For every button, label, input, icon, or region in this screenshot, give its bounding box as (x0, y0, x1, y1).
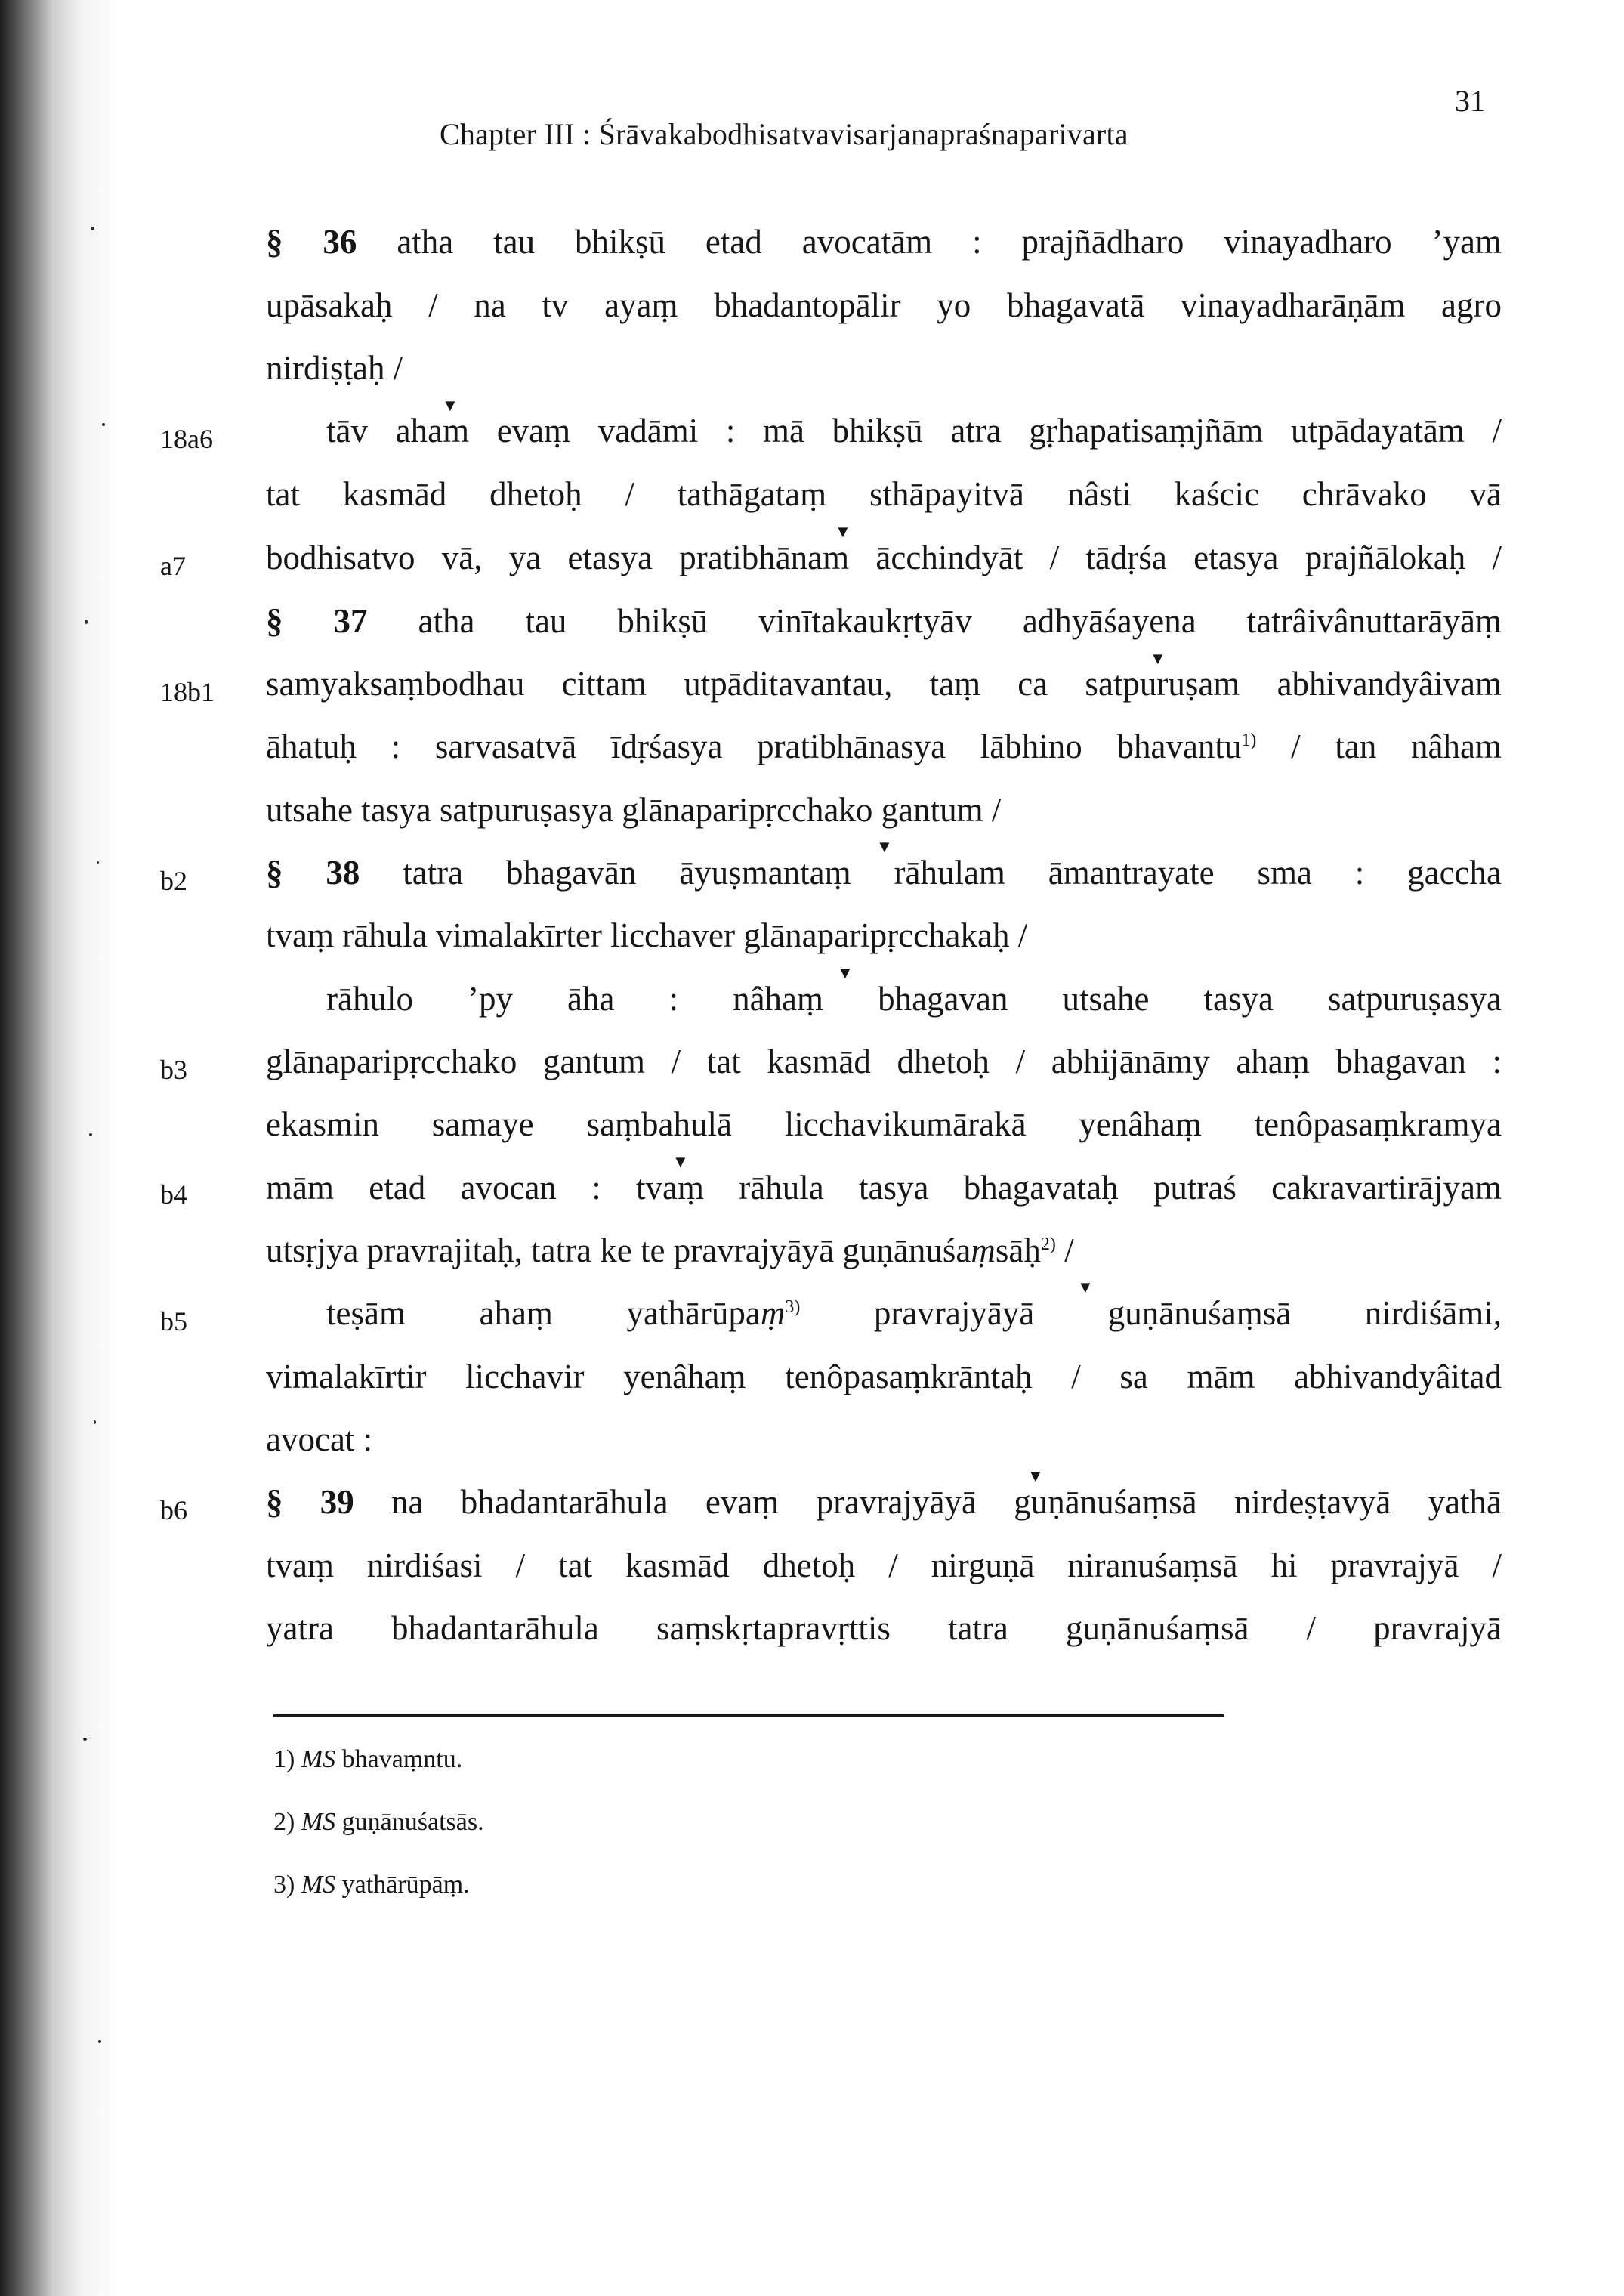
body-line (266, 604, 1502, 638)
line-text: pravrajyāyā guṇānuśaṃsā nirdiśāmi, (800, 1294, 1502, 1332)
body-line (266, 1420, 373, 1458)
scan-speck (83, 1738, 87, 1741)
body-line (266, 477, 1502, 511)
editorial-tick-mark: ▼ (1150, 649, 1166, 668)
footnote-text: bhavaṃntu. (341, 1745, 463, 1773)
margin-ref: b6 (160, 1495, 187, 1525)
body-line (266, 916, 1028, 954)
editorial-tick-mark: ▼ (1027, 1466, 1044, 1485)
line-text: / tan nâham (1256, 728, 1502, 765)
binding-shadow (0, 0, 128, 2296)
section-number: § 38 (266, 854, 360, 892)
scan-speck (91, 227, 94, 230)
line-text: avocat : (266, 1420, 373, 1458)
footnote-text: yathārūpāṃ. (341, 1871, 470, 1899)
scan-speck (89, 1133, 92, 1136)
footnote-marker: 1) (1241, 731, 1257, 750)
body-line (266, 1549, 1502, 1583)
body-line (266, 1609, 1502, 1647)
footnote-number: 3) (273, 1871, 295, 1899)
line-text: mām etad avocan : tvaṃ rāhula tasya bhagavataḥ putraś cakravartirājyam (266, 1169, 1502, 1207)
scan-speck (98, 2040, 101, 2043)
line-text: utsṛjya pravrajitaḥ, tatra ke te pravrajyāyā guṇānuśa (266, 1231, 971, 1269)
margin-ref: b5 (160, 1306, 187, 1337)
line-text: samyaksaṃbodhau cittam utpāditavantau, taṃ ca satpuruṣam abhivandyâivam (266, 665, 1502, 703)
editorial-tick-mark: ▼ (442, 396, 458, 415)
italic-letter: ṃ (760, 1294, 786, 1332)
editorial-tick-mark: ▼ (835, 522, 851, 541)
editorial-tick-mark: ▼ (1077, 1278, 1094, 1296)
body-line (326, 982, 1502, 1016)
body-line (266, 856, 1502, 890)
line-text: tvaṃ nirdiśasi / tat kasmād dhetoḥ / nirguṇā niranuśaṃsā hi pravrajyā / (266, 1547, 1502, 1584)
body-line (266, 667, 1502, 701)
line-text: vimalakīrtir licchavir yenâhaṃ tenôpasaṃkrāntaḥ / sa mām abhivandyâitad (266, 1358, 1502, 1395)
body-line (266, 1485, 1502, 1519)
line-text: ekasmin samaye saṃbahulā licchavikumārakā yenâhaṃ tenôpasaṃkramya (266, 1105, 1502, 1143)
editorial-tick-mark: ▼ (837, 963, 854, 982)
italic-letter: ṃ (971, 1231, 996, 1269)
footnote-marker: 3) (785, 1297, 801, 1317)
footnote (273, 1745, 462, 1774)
line-text: atha tau bhikṣū vinītakaukṛtyāv adhyāśayena tatrâivânuttarāyāṃ (418, 602, 1502, 640)
line-text: atha tau bhikṣū etad avocatām : prajñādharo vinayadharo ’yam (397, 223, 1502, 261)
footnote-text: guṇānuśatsās. (341, 1808, 484, 1836)
line-text: upāsakaḥ / na tv ayaṃ bhadantopālir yo bhagavatā vinayadharāṇām agro (266, 286, 1502, 324)
body-line (326, 1296, 1502, 1330)
footnote-ms: MS (301, 1745, 336, 1773)
footnote-ms: MS (301, 1808, 336, 1836)
line-text: nirdiṣṭaḥ / (266, 349, 403, 387)
line-text: teṣām ahaṃ yathārūpa (326, 1294, 761, 1332)
running-head: Chapter III : Śrāvakabodhisatvavisarjanapraśnaparivarta (440, 117, 1128, 151)
body-line (326, 414, 1502, 448)
margin-ref: 18b1 (160, 677, 215, 707)
scan-speck (97, 861, 99, 864)
body-line (266, 225, 1502, 259)
margin-ref: b2 (160, 866, 187, 896)
body-line (266, 1171, 1502, 1205)
body-line (266, 1231, 1074, 1269)
body-line (266, 351, 403, 385)
footnote-ms: MS (301, 1871, 336, 1899)
footnote (273, 1871, 470, 1899)
line-text: bodhisatvo vā, ya etasya pratibhānam ācchindyāt / tādṛśa etasya prajñālokaḥ / (266, 539, 1502, 576)
line-text: tvaṃ rāhula vimalakīrter licchaver glānaparipṛcchakaḥ / (266, 916, 1028, 954)
body-line (266, 1105, 1502, 1143)
line-text: tat kasmād dhetoḥ / tathāgataṃ sthāpayitvā nâsti kaścic chrāvako vā (266, 475, 1502, 513)
section-number: § 37 (266, 602, 368, 640)
margin-ref: b3 (160, 1055, 187, 1085)
body-line (266, 286, 1502, 324)
margin-ref: a7 (160, 551, 186, 581)
page-number: 31 (1455, 84, 1485, 118)
editorial-tick-mark: ▼ (876, 837, 893, 856)
line-text: tatra bhagavān āyuṣmantaṃ rāhulam āmantrayate sma : gaccha (403, 854, 1502, 892)
body-line (266, 730, 1502, 764)
body-line (266, 541, 1502, 575)
body-line (266, 1360, 1502, 1394)
scan-speck (94, 1420, 96, 1424)
footnote-rule (273, 1714, 1224, 1717)
section-number: § 36 (266, 223, 357, 261)
scan-speck (102, 423, 105, 426)
line-text: yatra bhadantarāhula saṃskṛtapravṛttis tatra guṇānuśaṃsā / pravrajyā (266, 1609, 1502, 1647)
margin-ref: 18a6 (160, 424, 213, 454)
scan-speck (85, 620, 88, 624)
line-text: glānaparipṛcchako gantum / tat kasmād dhetoḥ / abhijānāmy ahaṃ bhagavan : (266, 1043, 1502, 1080)
footnote-number: 1) (273, 1745, 295, 1773)
line-text: tāv aham evaṃ vadāmi : mā bhikṣū atra gṛhapatisaṃjñām utpādayatām / (326, 412, 1502, 450)
line-text: / (1055, 1231, 1074, 1269)
line-text: utsahe tasya satpuruṣasya glānaparipṛcchako gantum / (266, 791, 1002, 829)
footnote-marker: 2) (1040, 1235, 1056, 1254)
footnote (273, 1808, 484, 1837)
editorial-tick-mark: ▼ (672, 1152, 689, 1171)
line-text: āhatuḥ : sarvasatvā īdṛśasya pratibhānasya lābhino bhavantu (266, 728, 1242, 765)
section-number: § 39 (266, 1483, 354, 1521)
line-text: rāhulo ’py āha : nâhaṃ bhagavan utsahe tasya satpuruṣasya (326, 980, 1502, 1018)
line-text: na bhadantarāhula evaṃ pravrajyāyā guṇānuśaṃsā nirdeṣṭavyā yathā (391, 1483, 1502, 1521)
scan-shadow-edge (0, 0, 128, 2296)
footnote-number: 2) (273, 1808, 295, 1836)
line-text: sāḥ (995, 1231, 1041, 1269)
body-line (266, 793, 1001, 827)
body-line (266, 1045, 1502, 1079)
margin-ref: b4 (160, 1179, 187, 1210)
